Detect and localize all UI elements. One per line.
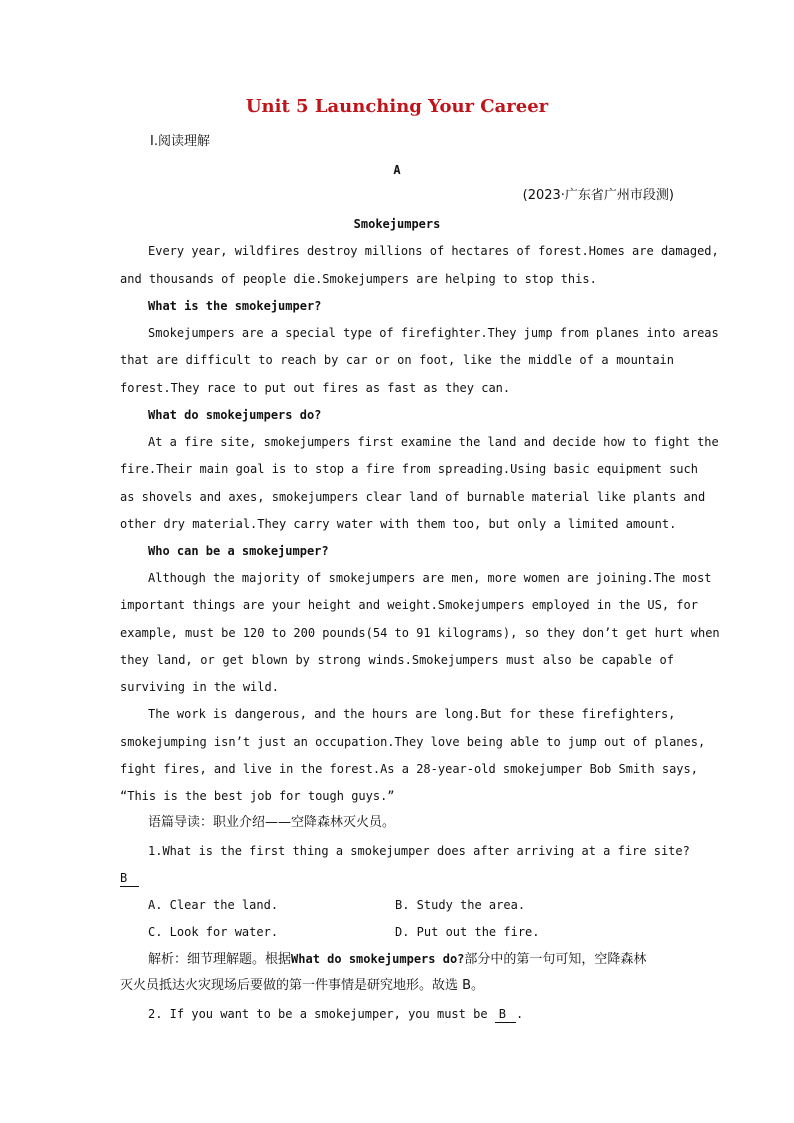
subheading: Who can be a smokejumper? xyxy=(148,544,329,558)
paragraph-line: they land, or get blown by strong winds.Smokejumpers must also be capable of xyxy=(120,653,674,667)
explanation-prefix: 解析：细节理解题。根据 xyxy=(148,952,292,967)
subheading: What do smokejumpers do? xyxy=(148,408,322,422)
paragraph-line: At a fire site, smokejumpers first examine the land and decide how to fight the xyxy=(148,435,719,449)
passage-label: A xyxy=(393,163,401,177)
subheading: What is the smokejumper? xyxy=(148,299,322,313)
answer-blank: B xyxy=(495,1006,516,1023)
paragraph-line: forest.They race to put out fires as fast as they can. xyxy=(120,381,511,395)
paragraph-line: as shovels and axes, smokejumpers clear land of burnable material like plants and xyxy=(120,490,706,504)
explanation-suffix: 部分中的第一句可知，空降森林 xyxy=(464,952,647,967)
paragraph-line: “This is the best job for tough guys.” xyxy=(120,789,395,803)
paragraph-line: that are difficult to reach by car or on foot, like the middle of a mountain xyxy=(120,353,674,367)
answer-blank: B xyxy=(120,870,139,887)
question-1-answer xyxy=(120,870,139,887)
passage-title: Smokejumpers xyxy=(353,217,441,231)
section-heading: Ⅰ.阅读理解 xyxy=(150,134,210,149)
paragraph-line: fire.Their main goal is to stop a fire from spreading.Using basic equipment such xyxy=(120,462,698,476)
option-c: C. Look for water. xyxy=(148,925,279,939)
source-note: (2023·广东省广州市段测) xyxy=(522,188,674,203)
explanation-line xyxy=(148,951,646,968)
paragraph-line: example, must be 120 to 200 pounds(54 to 91 kilograms), so they don’t get hurt when xyxy=(120,626,720,640)
option-d: D. Put out the fire. xyxy=(395,925,540,939)
explanation-line-2: 灭火员抵达火灾现场后要做的第一件事情是研究地形。故选 B。 xyxy=(120,978,485,993)
paragraph-line: Smokejumpers are a special type of firefighter.They jump from planes into areas xyxy=(148,326,719,340)
question-1-stem: 1.What is the first thing a smokejumper does after arriving at a fire site? xyxy=(148,844,690,858)
paragraph-line: The work is dangerous, and the hours are long.But for these firefighters, xyxy=(148,707,676,721)
question-2-text: 2. If you want to be a smokejumper, you must be xyxy=(148,1007,488,1021)
option-a: A. Clear the land. xyxy=(148,898,279,912)
paragraph-line: Although the majority of smokejumpers are men, more women are joining.The most xyxy=(148,571,712,585)
option-b: B. Study the area. xyxy=(395,898,526,912)
paragraph-line: smokejumping isn’t just an occupation.They love being able to jump out of planes, xyxy=(120,735,706,749)
paragraph-line: surviving in the wild. xyxy=(120,680,279,694)
paragraph-line: other dry material.They carry water with them too, but only a limited amount. xyxy=(120,517,677,531)
paragraph-line: Every year, wildfires destroy millions of hectares of forest.Homes are damaged, xyxy=(148,244,719,258)
paragraph-line: fight fires, and live in the forest.As a 28-year-old smokejumper Bob Smith says, xyxy=(120,762,698,776)
paragraph-line: important things are your height and weight.Smokejumpers employed in the US, for xyxy=(120,598,698,612)
page-title: Unit 5 Launching Your Career xyxy=(245,96,549,117)
question-2-end: . xyxy=(516,1007,524,1021)
explanation-bold: What do smokejumpers do? xyxy=(291,952,465,966)
passage-guide: 语篇导读：职业介绍——空降森林灭火员。 xyxy=(148,815,396,830)
question-2-stem xyxy=(148,1006,523,1023)
paragraph-line: and thousands of people die.Smokejumpers are helping to stop this. xyxy=(120,272,597,286)
